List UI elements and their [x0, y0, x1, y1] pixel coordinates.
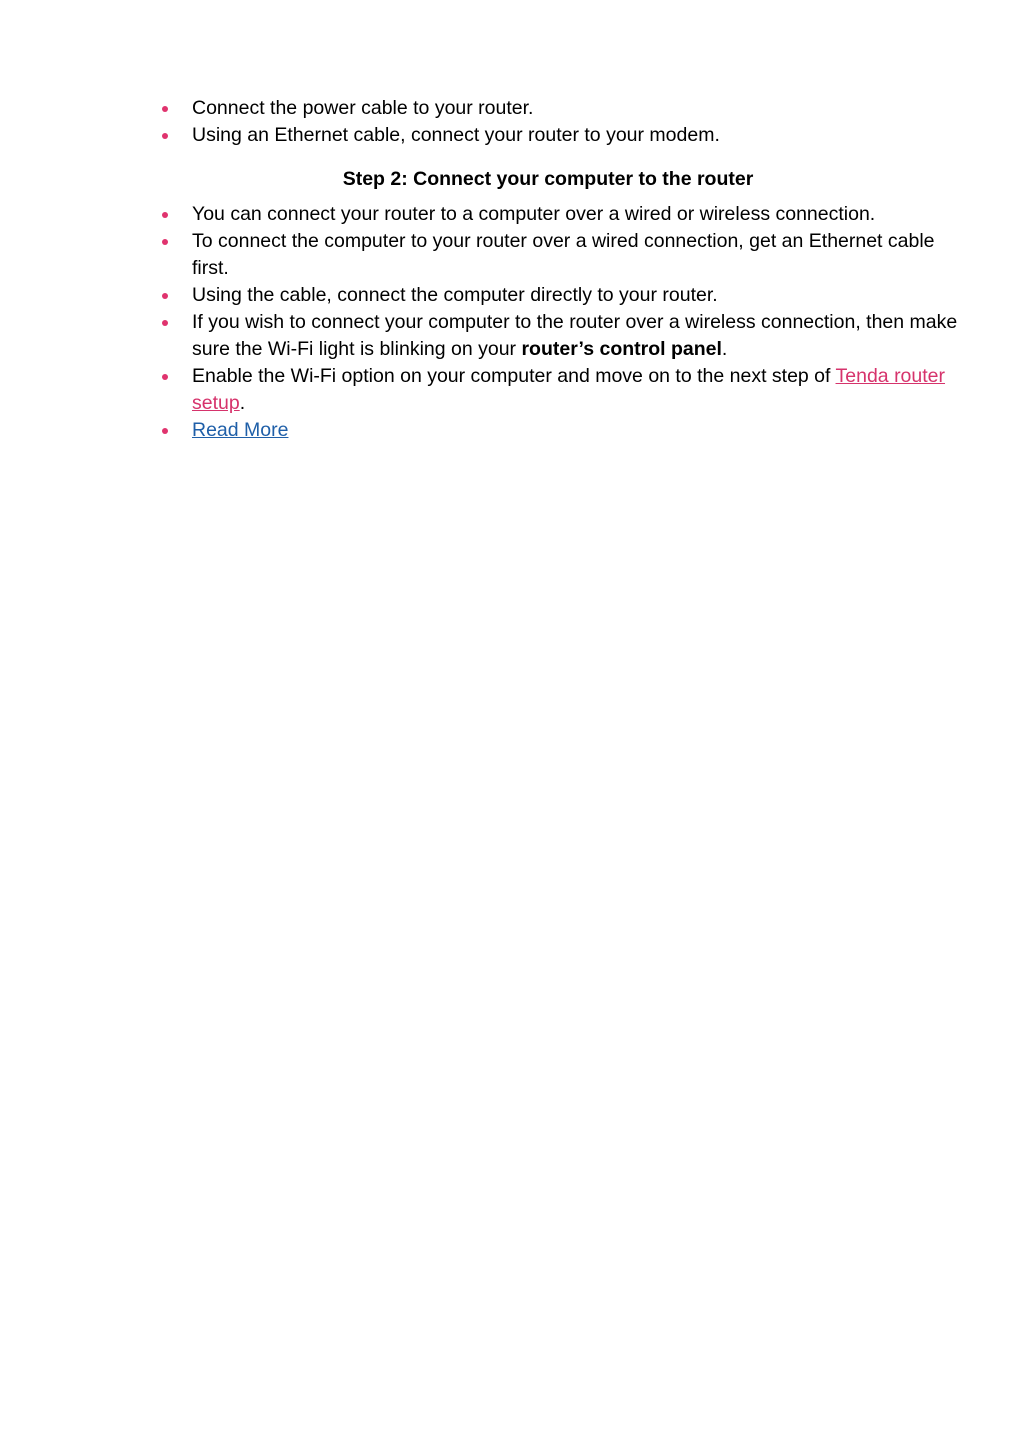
- step-heading: Step 2: Connect your computer to the router: [342, 168, 754, 190]
- list-item-text-end: .: [721, 338, 728, 360]
- bullet-list-connect-router: [162, 95, 962, 149]
- list-item: [162, 363, 962, 417]
- list-item: [162, 95, 962, 122]
- bullet-dot-icon: [162, 133, 168, 139]
- list-item: [162, 122, 962, 149]
- bullet-dot-icon: [162, 374, 168, 380]
- list-item: [162, 228, 962, 282]
- list-item-text: Using the cable, connect the computer directly to your router.: [192, 284, 718, 306]
- bullet-dot-icon: [162, 428, 168, 434]
- tenda-router-setup-link[interactable]: Tenda router setup: [192, 365, 946, 414]
- bullet-dot-icon: [162, 293, 168, 299]
- list-item: [162, 417, 962, 444]
- list-item-text-end: .: [239, 392, 246, 414]
- list-item-text: To connect the computer to your router over a wired connection, get an Ethernet cable first.: [192, 230, 935, 279]
- bullet-dot-icon: [162, 212, 168, 218]
- read-more-link[interactable]: Read More: [192, 419, 289, 441]
- bullet-list-connect-computer: [162, 201, 962, 444]
- bullet-dot-icon: [162, 106, 168, 112]
- list-item: [162, 201, 962, 228]
- bullet-dot-icon: [162, 320, 168, 326]
- bold-text-control-panel: router’s control panel: [521, 338, 722, 360]
- list-item-text: Connect the power cable to your router.: [192, 97, 534, 119]
- list-item-text: Enable the Wi-Fi option on your computer and move on to the next step of: [192, 365, 836, 387]
- bullet-dot-icon: [162, 239, 168, 245]
- list-item-text: If you wish to connect your computer to the router over a wireless connection, then make sure the Wi-Fi light is blinking on your: [192, 311, 958, 360]
- list-item-text: Using an Ethernet cable, connect your router to your modem.: [192, 124, 720, 146]
- list-item: [162, 309, 962, 363]
- list-item-text: You can connect your router to a computer over a wired or wireless connection.: [192, 203, 876, 225]
- list-item: [162, 282, 962, 309]
